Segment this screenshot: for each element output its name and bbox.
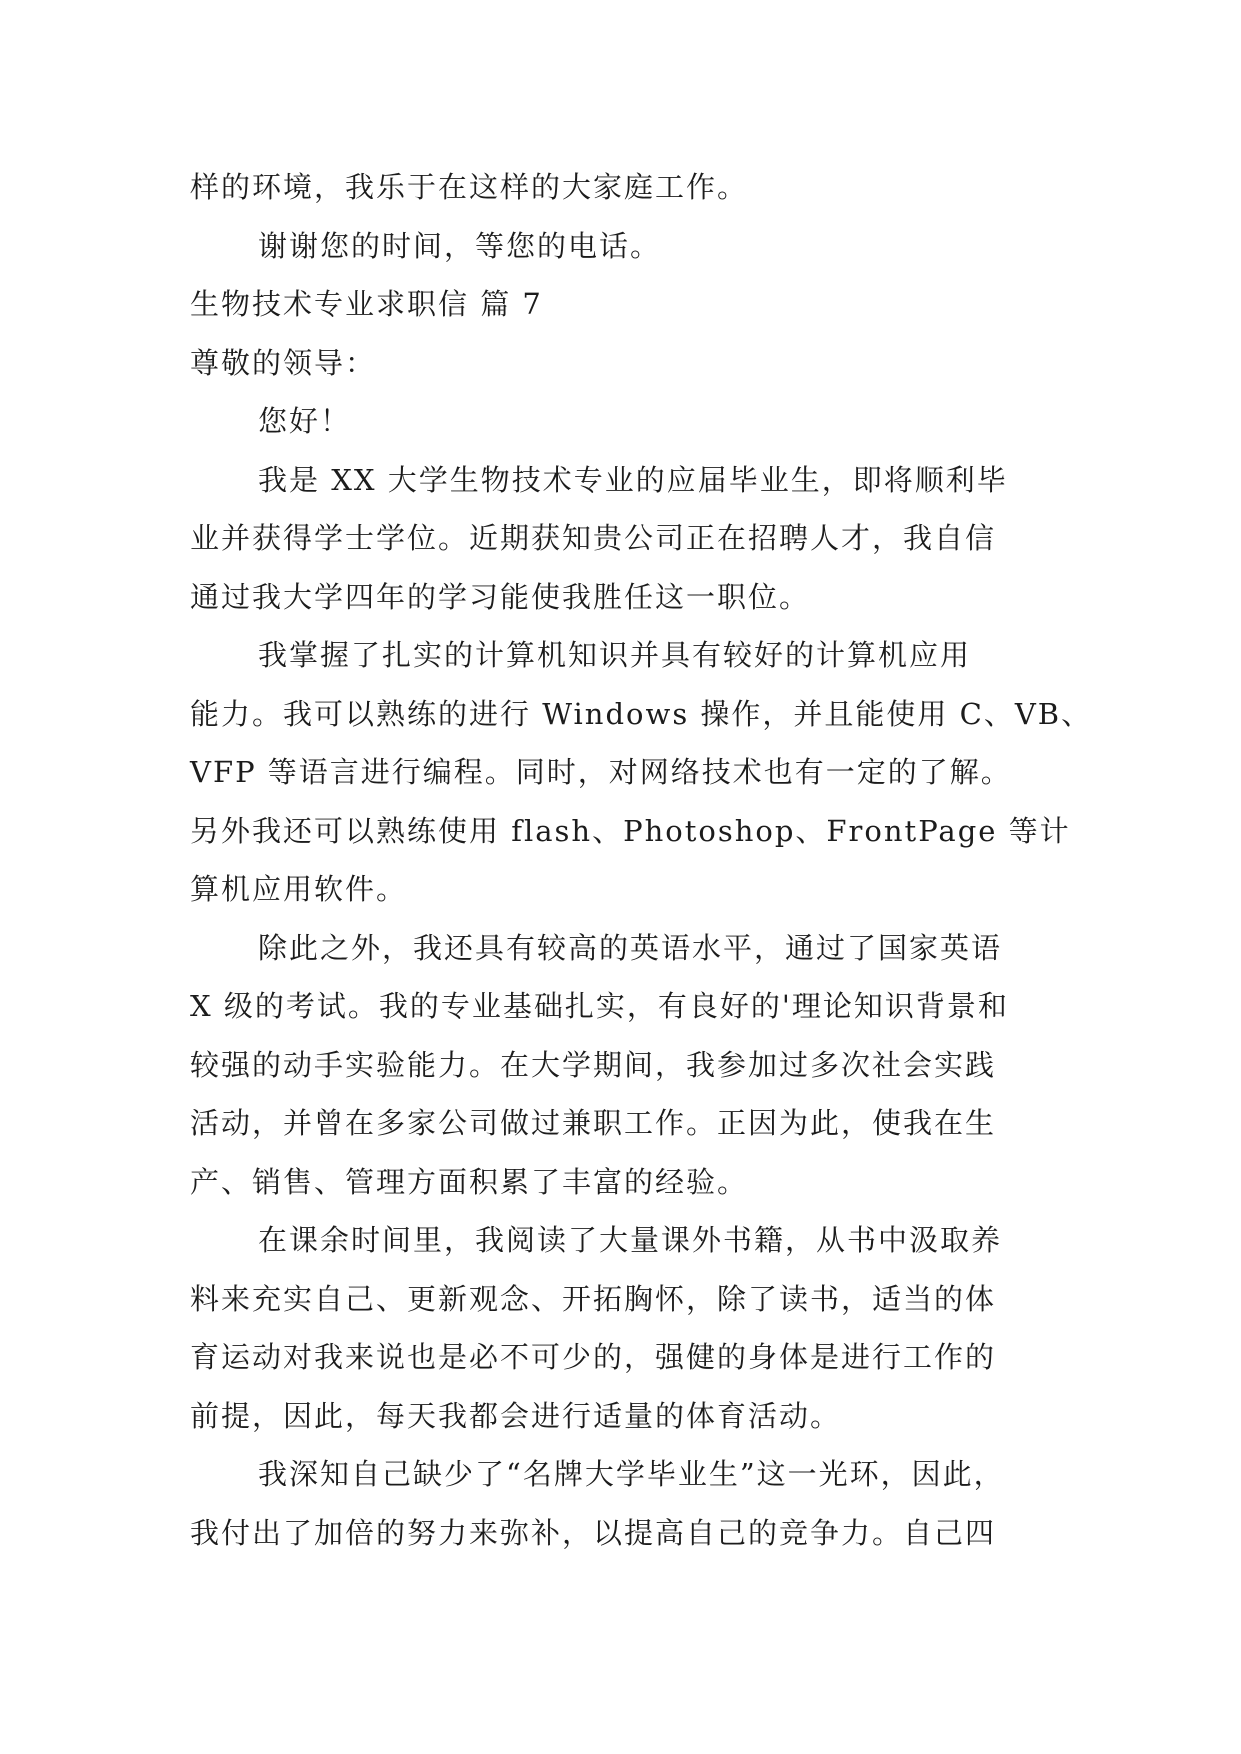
text-line: 我掌握了扎实的计算机知识并具有较好的计算机应用 <box>258 638 972 672</box>
text-line: 育运动对我来说也是必不可少的，强健的身体是进行工作的 <box>190 1340 997 1374</box>
document-body <box>190 158 1093 1562</box>
text-line: 前提，因此，每天我都会进行适量的体育活动。 <box>190 1398 842 1433</box>
text-line: 我深知自己缺少了“名牌大学毕业生”这一光环，因此， <box>258 1457 1005 1491</box>
text-line: 谢谢您的时间，等您的电话。 <box>258 228 662 263</box>
text-line: 我付出了加倍的努力来弥补，以提高自己的竞争力。自己四 <box>190 1515 997 1550</box>
text-line: 在课余时间里，我阅读了大量课外书籍，从书中汲取养 <box>258 1223 1003 1257</box>
text-line: 产、销售、管理方面积累了丰富的经验。 <box>190 1164 749 1199</box>
text-line: 料来充实自己、更新观念、开拓胸怀，除了读书，适当的体 <box>190 1281 997 1316</box>
text-line: 样的环境，我乐于在这样的大家庭工作。 <box>190 170 749 204</box>
section-heading: 生物技术专业求职信 篇 7 <box>190 287 543 321</box>
text-line: X 级的考试。我的专业基础扎实，有良好的'理论知识背景和 <box>190 989 1009 1023</box>
text-line: 算机应用软件。 <box>190 872 408 906</box>
salutation: 尊敬的领导： <box>190 345 377 380</box>
text-line: 通过我大学四年的学习能使我胜任这一职位。 <box>190 579 811 614</box>
text-line: 我是 XX 大学生物技术专业的应届毕业生，即将顺利毕 <box>258 462 1008 497</box>
text-line: 业并获得学士学位。近期获知贵公司正在招聘人才，我自信 <box>190 521 997 555</box>
text-line: 较强的动手实验能力。在大学期间，我参加过多次社会实践 <box>190 1047 997 1082</box>
text-line: 除此之外，我还具有较高的英语水平，通过了国家英语 <box>258 930 1003 965</box>
text-line: VFP 等语言进行编程。同时，对网络技术也有一定的了解。 <box>190 755 1012 789</box>
greeting: 您好！ <box>258 404 352 438</box>
text-line: 活动，并曾在多家公司做过兼职工作。正因为此，使我在生 <box>190 1106 997 1140</box>
text-line: 能力。我可以熟练的进行 Windows 操作，并且能使用 C、VB、 <box>190 696 1093 731</box>
text-line: 另外我还可以熟练使用 flash、Photoshop、FrontPage 等计 <box>190 813 1071 848</box>
